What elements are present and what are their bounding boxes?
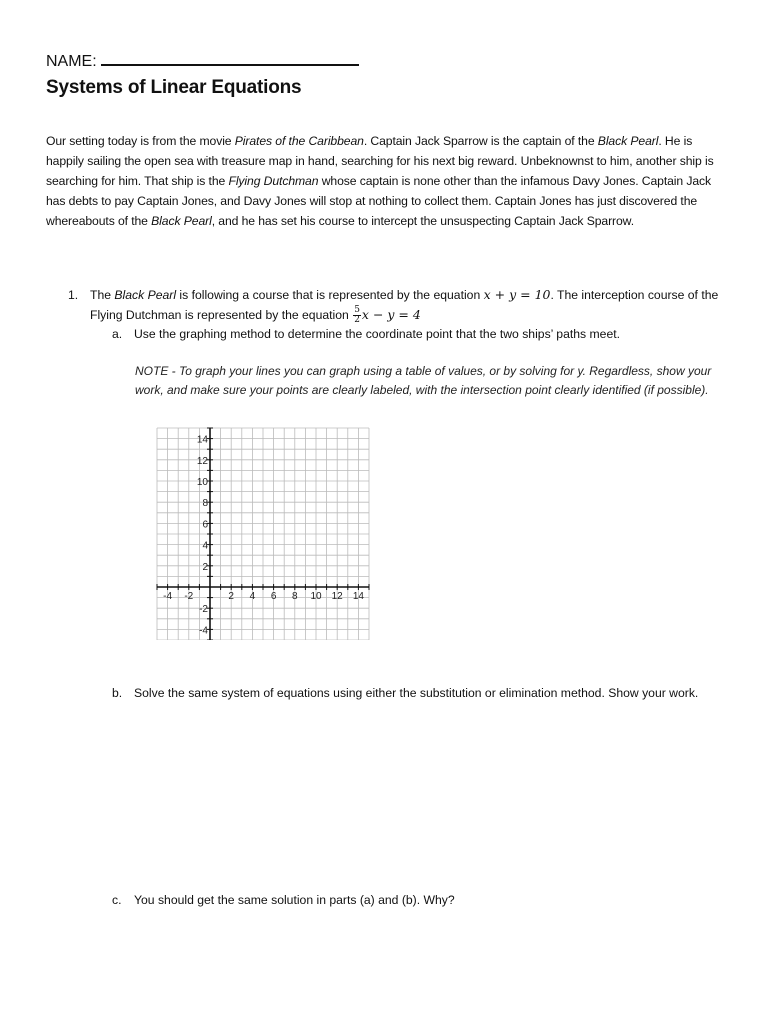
part-c-label: c.: [112, 893, 122, 907]
y-tick-label: 12: [196, 455, 208, 467]
name-label: NAME:: [46, 53, 97, 70]
question-1: [68, 285, 728, 325]
name-blank[interactable]: [101, 50, 359, 66]
x-tick-label: -2: [184, 591, 194, 602]
part-a-text: Use the graphing method to determine the coordinate point that the two ships’ paths meet.: [134, 327, 620, 341]
y-tick-label: 6: [202, 519, 208, 531]
equation-flying-dutchman: x − y = 4: [361, 307, 421, 322]
y-tick-label: -2: [199, 604, 208, 616]
x-tick-label: 6: [270, 591, 277, 602]
y-tick-label: 2: [202, 561, 208, 573]
x-tick-label: 10: [310, 591, 322, 602]
intro-paragraph: Our setting today is from the movie Pirates of the Caribbean. Captain Jack Sparrow is the captain of the Black Pearl. He is happily sailing the open sea with treasure map in hand, searching for his next big reward. Unbeknownst to him, another ship is searching for him. That ship is the Flying Dutchman whose captain is none other than the infamous Davy Jones. Captain Jack has debts to pay Captain Jones, and Davy Jones will stop at nothing to collect them. Captain Jones has just discovered the whereabouts of the Black Pearl, and he has set his course to intercept the unsuspecting Captain Jack Sparrow.: [46, 134, 714, 228]
x-tick-label: 4: [249, 591, 256, 602]
y-tick-label: 10: [196, 477, 208, 488]
x-tick-label: 2: [228, 591, 234, 602]
part-b-text: Solve the same system of equations using either the substitution or elimination method. Show your work.: [134, 686, 699, 700]
x-tick-label: 14: [352, 591, 364, 602]
y-tick-label: -4: [199, 625, 208, 637]
equation-black-pearl: x + y = 10: [483, 287, 551, 302]
y-tick-label: 4: [202, 540, 208, 552]
x-tick-label: 8: [292, 591, 298, 602]
coordinate-grid[interactable]: [153, 424, 383, 640]
page-title: Systems of Linear Equations: [46, 77, 302, 98]
name-field-line: [46, 50, 359, 71]
question-number: 1.: [68, 288, 79, 302]
part-a-label: a.: [112, 327, 123, 341]
fraction-five-halves: $\frac{5}{2}$: [354, 305, 360, 326]
y-tick-label: 8: [202, 498, 208, 510]
y-tick-label: 14: [196, 434, 208, 446]
question-1-text: The Black Pearl is following a course that is represented by the equation x + y = 10. The interception course of the Flying Dutchman is represented by the equation $\frac{5}{2}$ x − y = 4: [90, 287, 719, 326]
part-c-text: You should get the same solution in parts (a) and (b). Why?: [134, 893, 455, 907]
graphing-note: NOTE - To graph your lines you can graph using a table of values, or by solving for y. Regardless, show your work, and make sure your points are clearly labeled, with the intersection point clearly identified (if possible).: [135, 364, 712, 397]
x-tick-label: 12: [331, 591, 343, 602]
x-tick-label: -4: [163, 591, 173, 602]
part-b: [112, 684, 712, 703]
part-b-label: b.: [112, 686, 123, 700]
